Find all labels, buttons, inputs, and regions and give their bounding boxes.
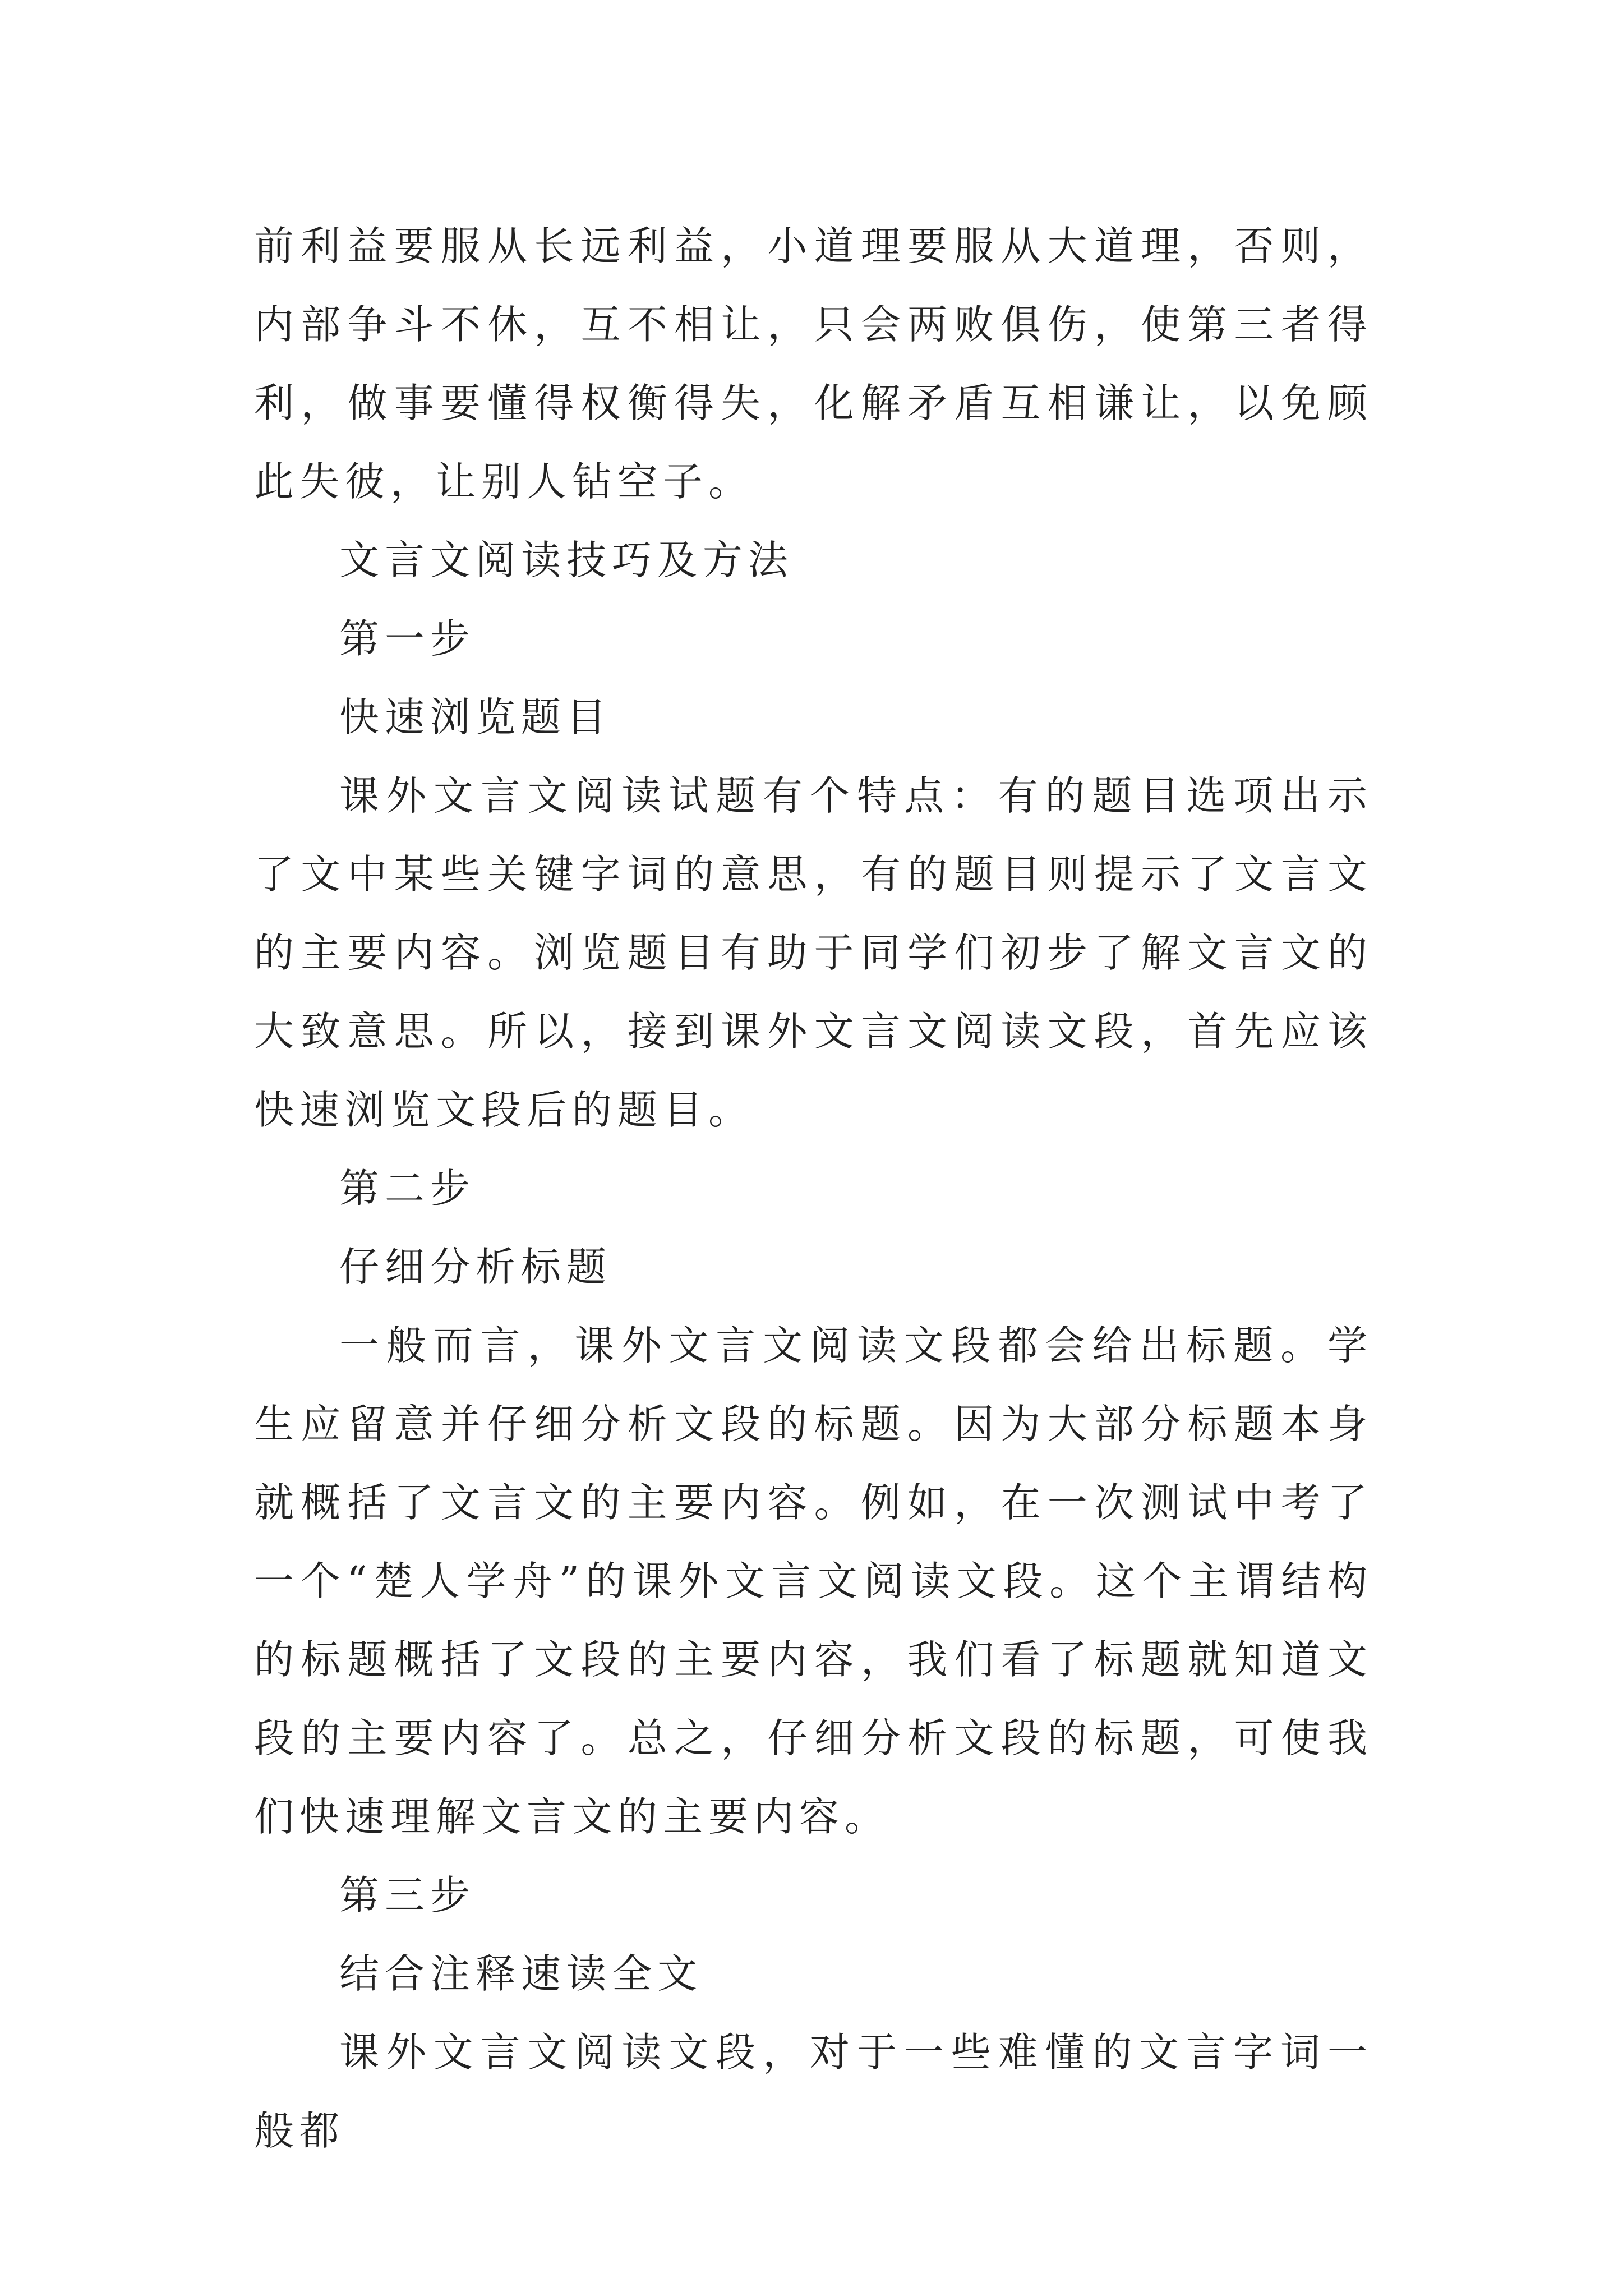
- paragraph-continued: 前利益要服从长远利益，小道理要服从大道理，否则，内部争斗不休，互不相让，只会两败俱伤，使第三者得利，做事要懂得权衡得失，化解矛盾互相谦让，以免顾此失彼，让别人钻空子。: [254, 223, 1373, 505]
- step-label: 第一步: [339, 615, 476, 662]
- document-body: [254, 207, 1373, 2170]
- step-title: 结合注释速读全文: [339, 1950, 703, 1997]
- paragraph: 一般而言，课外文言文阅读文段都会给出标题。学生应留意并仔细分析文段的标题。因为大部分标题本身就概括了文言文的主要内容。例如，在一次测试中考了一个“楚人学舟”的课外文言文阅读文段。这个主谓结构的标题概括了文段的主要内容，我们看了标题就知道文段的主要内容了。总之，仔细分析文段的标题，可使我们快速理解文言文的主要内容。: [254, 1322, 1373, 1840]
- step-label: 第三步: [339, 1872, 476, 1918]
- paragraph: 课外文言文阅读文段，对于一些难懂的文言字词一般都: [254, 2029, 1373, 2154]
- step-title: 仔细分析标题: [339, 1244, 612, 1290]
- paragraph: 课外文言文阅读试题有个特点：有的题目选项出示了文中某些关键字词的意思，有的题目则提示了文言文的主要内容。浏览题目有助于同学们初步了解文言文的大致意思。所以，接到课外文言文阅读文段，首先应该快速浏览文段后的题目。: [254, 772, 1373, 1133]
- step-label: 第二步: [339, 1165, 476, 1212]
- step-title: 快速浏览题目: [339, 694, 612, 740]
- section-title: 文言文阅读技巧及方法: [339, 537, 794, 583]
